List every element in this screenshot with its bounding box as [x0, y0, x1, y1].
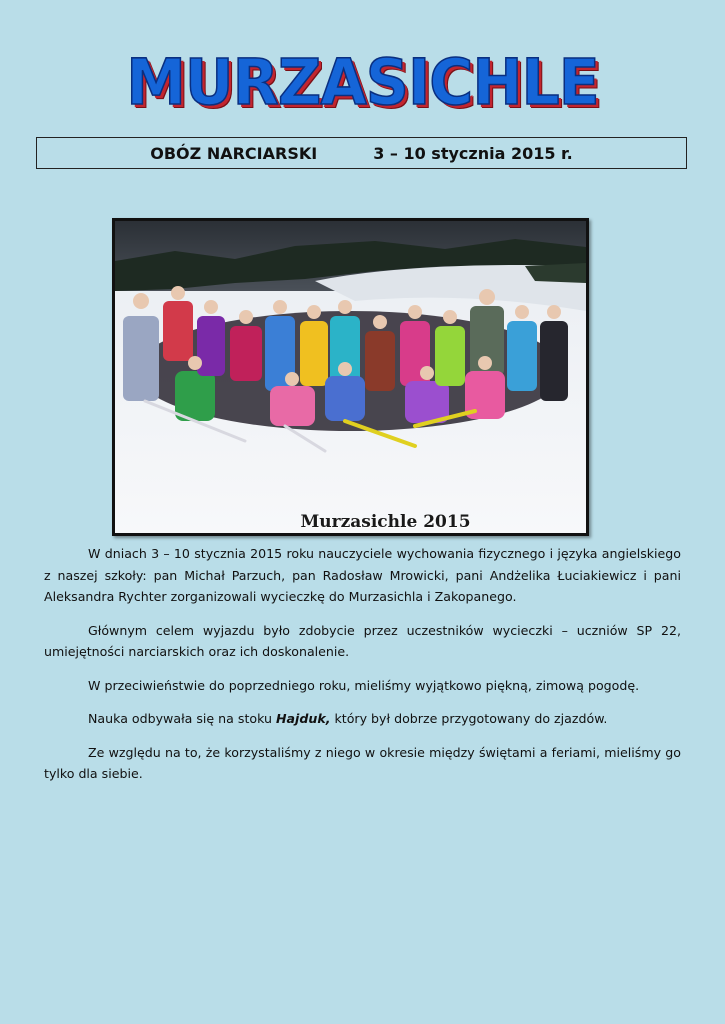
paragraph-4-start: Nauka odbywała się na stoku: [88, 711, 276, 726]
photo-caption: Murzasichle 2015: [300, 512, 471, 532]
group-photo: [112, 218, 589, 536]
event-dates: 3 – 10 stycznia 2015 r.: [373, 143, 573, 163]
page-title: MURZASICHLE: [126, 46, 599, 120]
paragraph-4-end: który był dobrze przygotowany do zjazdów.: [330, 711, 608, 726]
event-name: OBÓZ NARCIARSKI: [150, 143, 318, 163]
slope-name: Hajduk,: [275, 711, 331, 726]
event-header-box: [36, 137, 687, 169]
paragraph-4: [44, 708, 681, 730]
paragraph-1: W dniach 3 – 10 stycznia 2015 roku nauczyciele wychowania fizycznego i języka angielskiego z naszej szkoły: pan Michał Parzuch, pan Radosław Mrowicki, pani Andżelika Łuciakiewicz i pani Aleksandra Rychter zorganizowali wycieczkę do Murzasichla i Zakopanego.: [44, 546, 681, 604]
paragraph-5: Ze względu na to, że korzystaliśmy z niego w okresie między świętami a feriami, mieliśmy go tylko dla siebie.: [44, 744, 681, 781]
paragraph-3: W przeciwieństwie do poprzedniego roku, mieliśmy wyjątkowo piękną, zimową pogodę.: [88, 677, 640, 693]
article-body: [44, 543, 681, 797]
paragraph-2: Głównym celem wyjazdu było zdobycie przez uczestników wycieczki – uczniów SP 22, umiejętności narciarskich oraz ich doskonalenie.: [44, 622, 681, 659]
group-photo-illustration: [115, 221, 586, 533]
